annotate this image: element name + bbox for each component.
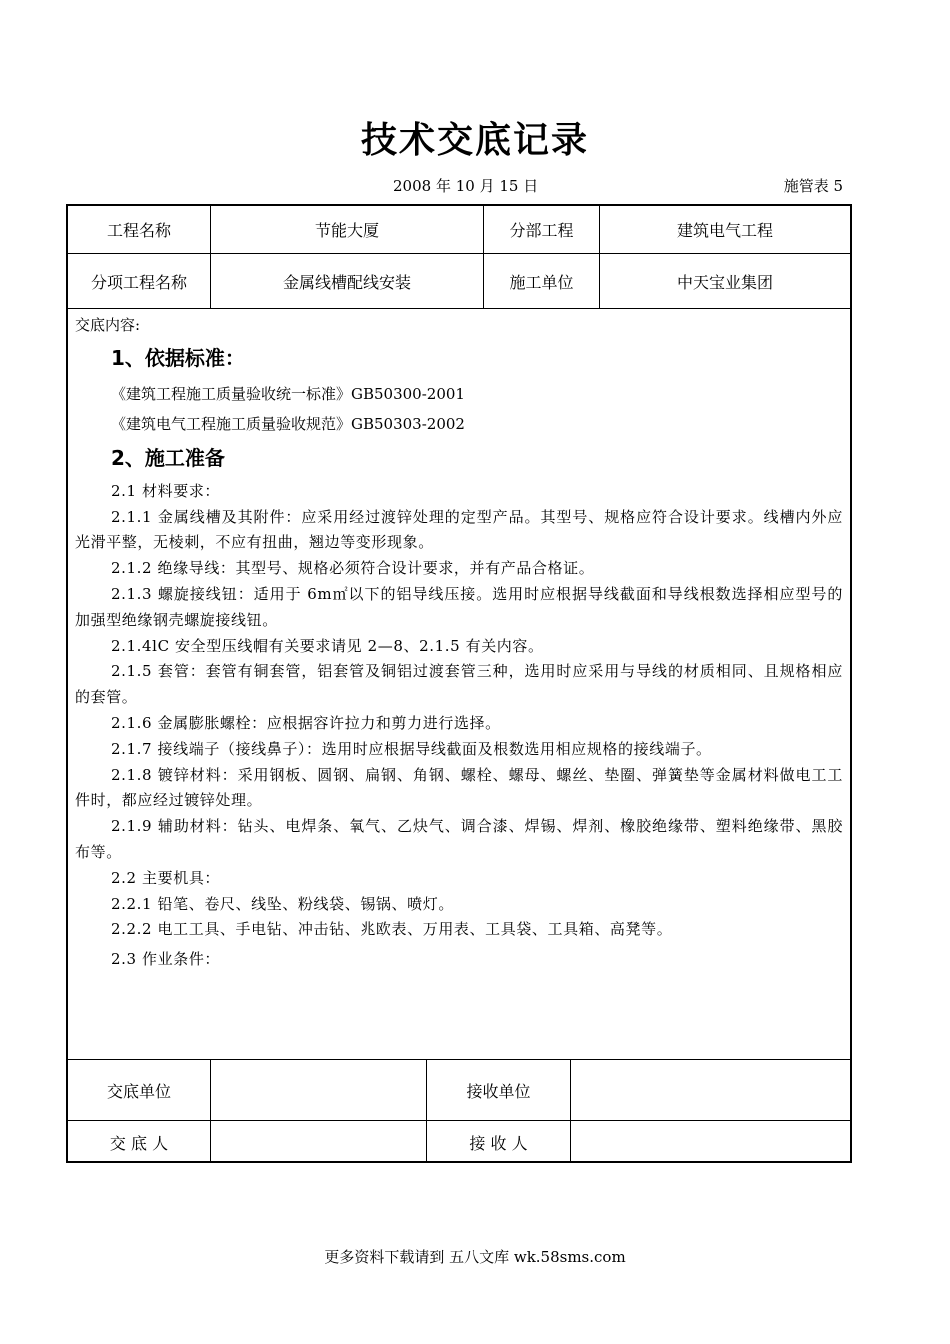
paragraph: 2.1.3 螺旋接线钮：适用于 6m㎡以下的铝导线压接。选用时应根据导线截面和导线根数选择相应型号的加强型绝缘钢壳螺旋接线钮。	[75, 584, 843, 629]
subitem-label: 分项工程名称	[90, 272, 187, 292]
paragraph: 2.2 主要机具：	[111, 868, 221, 887]
issuer-label: 交 底 人	[109, 1133, 169, 1153]
paragraph: 2.1 材料要求：	[111, 481, 221, 500]
division-value: 建筑电气工程	[676, 221, 773, 240]
project-name-value: 节能大厦	[314, 221, 379, 240]
paragraph: 2.1.8 镀锌材料：采用钢板、圆钢、扁钢、角钢、螺栓、螺母、螺丝、垫圈、弹簧垫等金属材料做电工工件时，都应经过镀锌处理。	[75, 765, 843, 810]
division-label: 分部工程	[509, 221, 574, 240]
paragraph: 2.2.1 铅笔、卷尺、线坠、粉线袋、锡锅、喷灯。	[111, 894, 454, 913]
content-lead: 交底内容:	[75, 316, 141, 334]
section1-heading: 1、依据标准：	[111, 345, 245, 370]
contractor-value: 中天宝业集团	[676, 272, 773, 292]
record-date: 2008 年 10 月 15 日	[393, 177, 539, 195]
paragraph: 2.1.9 辅助材料：钻头、电焊条、氧气、乙炔气、调合漆、焊锡、焊剂、橡胶绝缘带、塑料绝缘带、黑胶布等。	[75, 817, 843, 861]
paragraph: 2.1.2 绝缘导线：其型号、规格必须符合设计要求，并有产品合格证。	[111, 559, 595, 578]
briefing-content	[75, 313, 843, 973]
paragraph: 2.1.7 接线端子（接线鼻子）：选用时应根据导线截面及根数选用相应规格的接线端子。	[111, 739, 712, 758]
issuer-field[interactable]	[211, 1121, 426, 1163]
receiver-label: 接 收 人	[469, 1133, 528, 1153]
contractor-label: 施工单位	[509, 272, 574, 292]
document-title: 技术交底记录	[360, 120, 589, 161]
receiver-unit-label: 接收单位	[466, 1081, 531, 1101]
paragraph: 2.1.5 套管：套管有铜套管，铝套管及铜铝过渡套管三种，选用时应采用与导线的材质相同、且规格相应的套管。	[75, 662, 843, 707]
paragraph: 2.2.2 电工工具、手电钻、冲击钻、兆欧表、万用表、工具袋、工具箱、高凳等。	[111, 920, 673, 939]
subitem-value: 金属线槽配线安装	[282, 272, 411, 292]
form-number: 施管表 5	[783, 177, 843, 195]
section2-heading: 2、施工准备	[111, 445, 225, 470]
receiver-unit-field[interactable]	[571, 1060, 850, 1120]
project-name-label: 工程名称	[106, 221, 171, 240]
issuer-unit-field[interactable]	[211, 1060, 426, 1120]
issuer-unit-label: 交底单位	[106, 1081, 171, 1101]
footer-note: 更多资料下载请到 五八文库 wk.58sms.com	[324, 1248, 626, 1266]
paragraph: 2.3 作业条件：	[111, 950, 221, 969]
receiver-field[interactable]	[571, 1121, 850, 1163]
paragraph: 2.1.4lC 安全型压线帽有关要求请见 2—8、2.1.5 有关内容。	[111, 636, 544, 655]
paragraph: 2.1.6 金属膨胀螺栓：应根据容许拉力和剪力进行选择。	[111, 713, 501, 732]
standard-item: 《建筑电气工程施工质量验收规范》GB50303-2002	[111, 414, 465, 433]
standard-item: 《建筑工程施工质量验收统一标准》GB50300-2001	[111, 384, 465, 403]
paragraph: 2.1.1 金属线槽及其附件：应采用经过渡锌处理的定型产品。其型号、规格应符合设计要求。线槽内外应光滑平整，无棱刺，不应有扭曲，翘边等变形现象。	[75, 507, 843, 552]
